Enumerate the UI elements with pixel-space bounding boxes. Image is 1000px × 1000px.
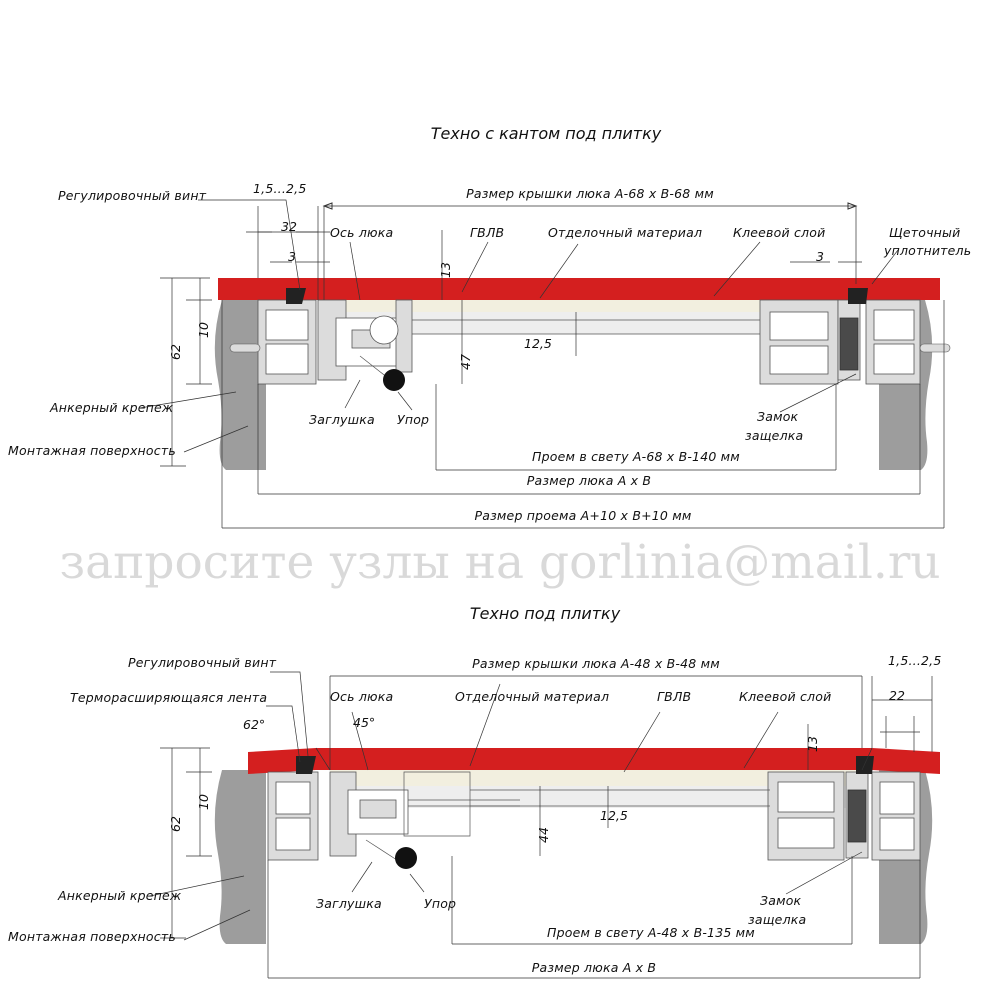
bottom-dim-10: 10 bbox=[196, 794, 211, 810]
top-label-brush-seal-line2: уплотнитель bbox=[884, 243, 972, 258]
top-label-anchor: Анкерный крепеж bbox=[50, 400, 174, 415]
bottom-label-lock-line1: Замок bbox=[760, 893, 802, 908]
bottom-dim-44: 44 bbox=[536, 827, 551, 843]
top-dim-3-left: 3 bbox=[288, 249, 296, 264]
top-dim-hatch-size: Размер люка А х В bbox=[526, 473, 652, 488]
top-dim-10: 10 bbox=[196, 322, 211, 338]
top-label-glue-layer: Клеевой слой bbox=[733, 225, 826, 240]
top-label-gvlv: ГВЛВ bbox=[470, 225, 505, 240]
bottom-label-finish-material: Отделочный материал bbox=[455, 689, 610, 704]
bottom-label-stop: Упор bbox=[424, 896, 457, 911]
top-label-lock-line2: защелка bbox=[745, 428, 804, 443]
bottom-dim-hatch-size: Размер люка А х В bbox=[531, 960, 657, 975]
bottom-label-anchor: Анкерный крепеж bbox=[58, 888, 182, 903]
bottom-dim-gap: 1,5...2,5 bbox=[888, 653, 942, 668]
top-dim-62: 62 bbox=[168, 344, 183, 360]
top-dim-47: 47 bbox=[458, 354, 473, 370]
bottom-dim-22: 22 bbox=[889, 688, 905, 703]
bottom-label-glue-layer: Клеевой слой bbox=[739, 689, 832, 704]
top-section-title: Техно с кантом под плитку bbox=[430, 124, 662, 143]
bottom-dim-62: 62 bbox=[168, 816, 183, 832]
top-label-mount-surface: Монтажная поверхность bbox=[8, 443, 176, 458]
bottom-label-hatch-axis: Ось люка bbox=[330, 689, 394, 704]
top-label-plug: Заглушка bbox=[309, 412, 375, 427]
top-label-lock-line1: Замок bbox=[757, 409, 799, 424]
bottom-label-lock-line2: защелка bbox=[748, 912, 807, 927]
top-dim-opening-size: Размер проема А+10 х В+10 мм bbox=[474, 508, 692, 523]
top-dim-cover-size: Размер крышки люка А-68 х В-68 мм bbox=[466, 186, 714, 201]
top-label-stop: Упор bbox=[397, 412, 430, 427]
top-dim-13: 13 bbox=[438, 262, 453, 278]
bottom-label-gvlv: ГВЛВ bbox=[657, 689, 692, 704]
top-label-finish-material: Отделочный материал bbox=[548, 225, 703, 240]
top-label-hatch-axis: Ось люка bbox=[330, 225, 394, 240]
bottom-label-thermo-tape: Терморасширяющаяся лента bbox=[70, 690, 268, 705]
top-dim-125: 12,5 bbox=[524, 336, 552, 351]
bottom-label-plug: Заглушка bbox=[316, 896, 382, 911]
top-label-adjust-screw: Регулировочный винт bbox=[58, 188, 207, 203]
bottom-label-mount-surface: Монтажная поверхность bbox=[8, 929, 176, 944]
bottom-angle-62: 62° bbox=[243, 717, 266, 732]
top-dim-3-right: 3 bbox=[816, 249, 824, 264]
top-label-gap: 1,5...2,5 bbox=[253, 181, 307, 196]
bottom-dim-13: 13 bbox=[805, 736, 820, 752]
top-label-brush-seal-line1: Щеточный bbox=[889, 225, 961, 240]
top-dim-32: 32 bbox=[281, 219, 297, 234]
bottom-dim-125: 12,5 bbox=[600, 808, 628, 823]
watermark-text: запросите узлы на gorlinia@mail.ru bbox=[59, 535, 941, 590]
bottom-label-adjust-screw: Регулировочный винт bbox=[128, 655, 277, 670]
bottom-dim-cover-size: Размер крышки люка А-48 х В-48 мм bbox=[472, 656, 720, 671]
bottom-angle-45: 45° bbox=[353, 715, 376, 730]
bottom-section-title: Техно под плитку bbox=[469, 604, 621, 623]
bottom-dim-clear-opening: Проем в свету А-48 х В-135 мм bbox=[547, 925, 755, 940]
top-dim-clear-opening: Проем в свету А-68 х В-140 мм bbox=[532, 449, 740, 464]
